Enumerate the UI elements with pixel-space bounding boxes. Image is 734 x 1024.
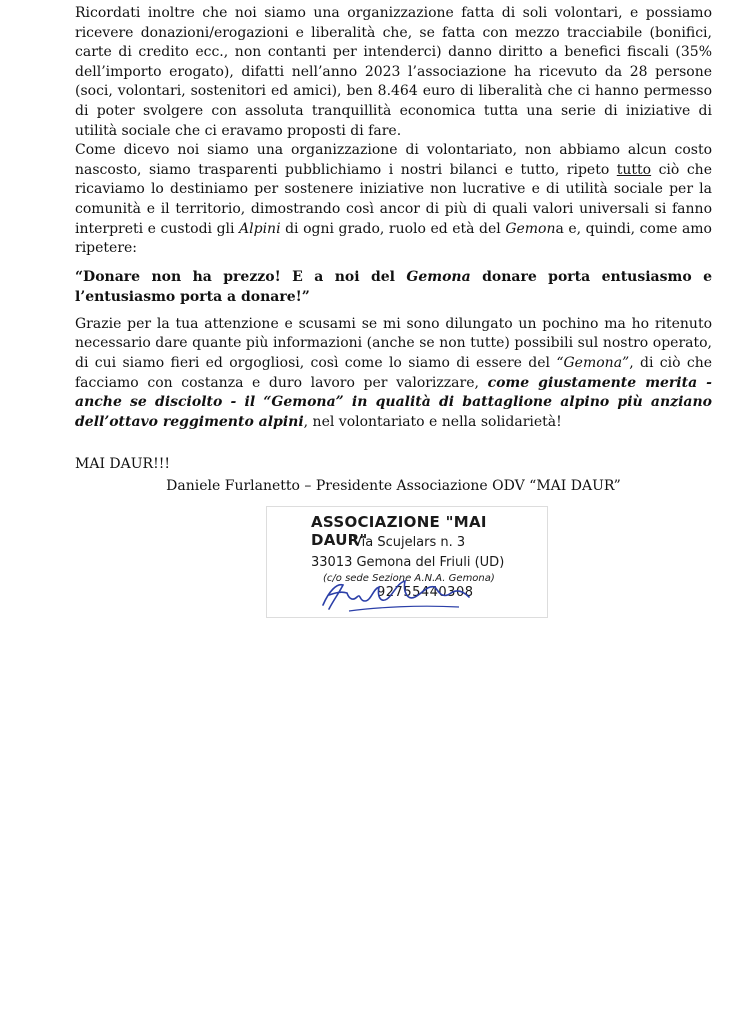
motto-quote	[75, 267, 712, 307]
p2-text-b: ciò che ricaviamo lo destiniamo per sostenere iniziative non lucrative e di utilità sociale per la comunità e il territorio, dimostrando così ancor di più di quali valori universali si fanno interpreti e custodi gli	[75, 161, 712, 237]
p2-gemon: Gemon	[505, 220, 556, 237]
quote-a: “Donare non ha prezzo! E a noi del	[75, 268, 407, 285]
p3-text-c: , nel volontariato e nella solidarietà!	[303, 413, 562, 430]
stamp-street: Via Scujelars n. 3	[353, 535, 466, 550]
p3-text-b: , di ciò che facciamo con costanza e duro lavoro per valorizzare,	[75, 354, 712, 391]
letter-body	[75, 4, 712, 496]
closing-salute: MAI DAUR!!!	[75, 456, 170, 473]
quote-gemona: Gemona	[406, 268, 471, 285]
paragraph-transparency	[75, 141, 712, 259]
handwritten-signature-icon	[319, 571, 479, 615]
stamp-city: 33013 Gemona del Friuli (UD)	[311, 555, 505, 570]
p2-text-c: di ogni grado, ruolo ed età del	[280, 220, 506, 237]
p3-bold-italic: come giustamente merita - anche se disciolto - il “Gemona” in qualità di battaglione alpino più anziano dell’ottavo reggimento alpini	[75, 374, 712, 430]
p2-text-a: Come dicevo noi siamo una organizzazione di volontariato, non abbiamo alcun costo nascosto, siamo trasparenti pubblichiamo i nostri bilanci e tutto, ripeto	[75, 142, 712, 178]
p3-text-a: Grazie per la tua attenzione e scusami se mi sono dilungato un pochino ma ho ritenuto necessario dare quante più informazioni (anche se non tutte) possibili sul nostro operato, di cui siamo fieri ed orgogliosi, così come lo siamo di essere del	[75, 315, 712, 371]
p2-alpini: Alpini	[239, 220, 281, 237]
association-stamp	[266, 506, 548, 618]
p2-text-d: a e, quindi, come amo ripetere:	[75, 220, 712, 257]
p3-gemona-quoted: “Gemona”	[556, 354, 630, 371]
signatory-line: Daniele Furlanetto – Presidente Associazione ODV “MAI DAUR”	[166, 478, 621, 495]
quote-b: donare porta entusiasmo e l’entusiasmo porta a donare!”	[75, 268, 712, 305]
stamp-title: ASSOCIAZIONE "MAI DAUR"	[311, 513, 487, 549]
paragraph-donations: Ricordati inoltre che noi siamo una organizzazione fatta di soli volontari, e possiamo ricevere donazioni/erogazioni e liberalità che, se fatta con mezzo tracciabile (bonifici, carte di credito ecc., non contanti per intenderci) danno diritto a benefici fiscali (35% dell’importo erogato), difatti nell’anno 2023 l’associazione ha ricevuto da 28 persone (soci, volontari, sostenitori ed amici), ben 8.464 euro di liberalità che ci hanno permesso di poter svolgere con assoluta tranquillità economica tutta una serie di iniziative di utilità sociale che ci eravamo proposti di fare.	[75, 5, 712, 139]
paragraph-thanks	[75, 315, 712, 433]
stamp-code: 92755440308	[377, 585, 474, 600]
stamp-note: (c/o sede Sezione A.N.A. Gemona)	[323, 573, 495, 584]
p2-underlined-word: tutto	[616, 161, 652, 178]
